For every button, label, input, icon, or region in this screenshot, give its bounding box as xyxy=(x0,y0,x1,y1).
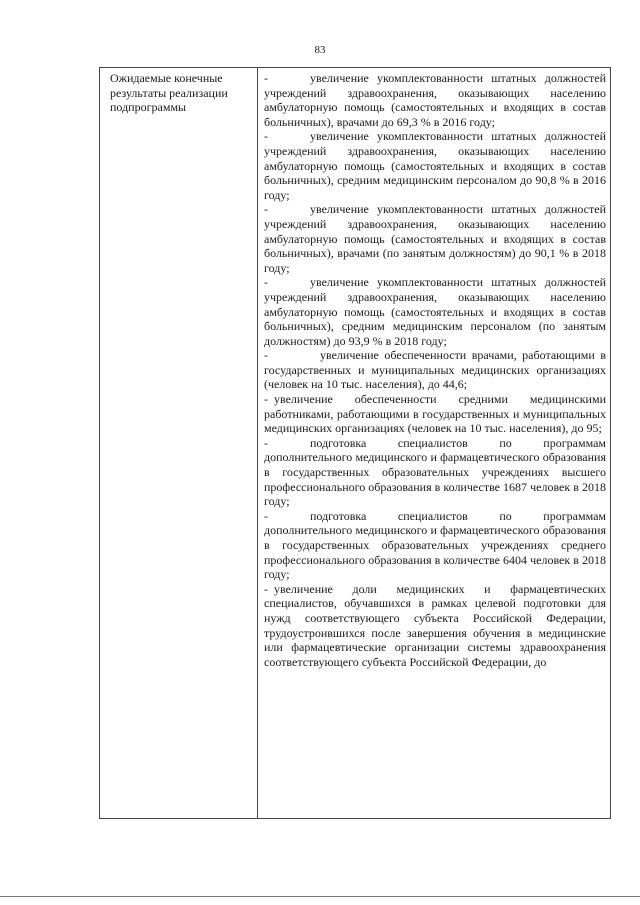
list-item xyxy=(264,202,606,275)
row-label-cell: Ожидаемые конечные результаты реализации подпрограммы xyxy=(100,68,258,819)
list-item xyxy=(264,582,606,670)
row-content-cell xyxy=(258,68,611,819)
list-item-text: увеличение укомплектованности штатных должностей учреждений здравоохранения, оказывающих населению амбулаторную помощь (самостоятельных и входящих в состав больничных), врачами до 69,3 % в 2016 году; xyxy=(264,71,606,129)
list-item-text: подготовка специалистов по программам дополнительного медицинского и фармацевтического образования в государственных образовательных учреждениях высшего профессионального образования в количестве 1687 человек в 2018 году; xyxy=(264,435,606,509)
list-dash: - xyxy=(264,71,268,85)
page-bottom-rule xyxy=(0,896,640,897)
list-item xyxy=(264,392,606,436)
list-item-text: увеличение доли медицинских и фармацевтических специалистов, обучавшихся в рамках целевой подготовки для нужд соответствующего субъекта Российской Федерации, трудоустроившихся после завершения обучения в медицинские или фармацевтические организации системы здравоохранения соответствующего субъекта Российской Федерации, до xyxy=(264,581,606,669)
list-dash: - xyxy=(264,508,268,523)
list-item-text: увеличение обеспеченности врачами, работающими в государственных и муниципальных медицинских организациях (человек на 10 тыс. населения), до 44,6; xyxy=(264,348,606,392)
list-dash: - xyxy=(264,202,268,217)
list-dash: - xyxy=(264,348,268,363)
list-item xyxy=(264,71,606,129)
list-item-text: увеличение укомплектованности штатных должностей учреждений здравоохранения, оказывающих населению амбулаторную помощь (самостоятельных и входящих в состав больничных), врачами (по занятым должностям) до 90,1 % в 2018 году; xyxy=(264,202,606,275)
list-item xyxy=(264,275,606,348)
list-dash: - xyxy=(264,581,268,596)
list-item-text: увеличение укомплектованности штатных должностей учреждений здравоохранения, оказывающих населению амбулаторную помощь (самостоятельных и входящих в состав больничных), средним медицинским персоналом до 90,8 % в 2016 году; xyxy=(264,129,606,202)
list-dash: - xyxy=(264,129,268,144)
list-item xyxy=(264,348,606,392)
list-item-text: подготовка специалистов по программам дополнительного медицинского и фармацевтического образования в государственных образовательных учреждениях среднего профессионального образования в количестве 6404 человек в 2018 году; xyxy=(264,508,606,582)
list-item-text: увеличение укомплектованности штатных должностей учреждений здравоохранения, оказывающих населению амбулаторную помощь (самостоятельных и входящих в состав больничных), средним медицинским персоналом (по занятым должностям) до 93,9 % в 2018 году; xyxy=(264,275,606,348)
list-dash: - xyxy=(264,275,268,290)
list-dash: - xyxy=(264,392,268,407)
list-item xyxy=(264,436,606,509)
page-number: 83 xyxy=(314,44,326,56)
list-item xyxy=(264,129,606,202)
list-item xyxy=(264,509,606,582)
list-dash: - xyxy=(264,435,268,450)
table-row xyxy=(100,68,611,819)
results-table xyxy=(99,67,611,819)
list-item-text: увеличение обеспеченности средними медицинскими работниками, работающими в государственных и муниципальных медицинских организациях (человек на 10 тыс. населения), до 95; xyxy=(264,392,606,436)
